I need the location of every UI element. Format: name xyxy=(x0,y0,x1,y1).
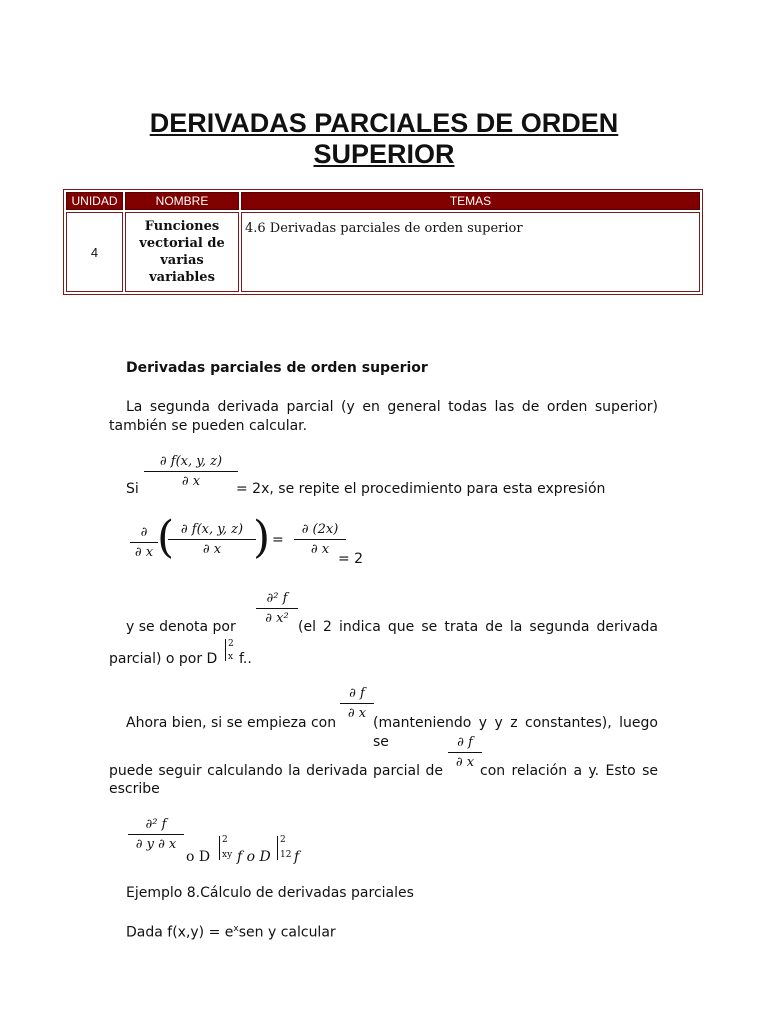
puede-text-a: puede seguir calculando la derivada parcial de xyxy=(109,763,443,779)
unit-table xyxy=(63,189,703,295)
denote-text-c: parcial) o por D xyxy=(109,651,218,667)
ahora-text-b: (manteniendo y y z constantes), luego se xyxy=(373,715,658,750)
si-fraction xyxy=(144,454,238,489)
denote-sub-top: 2 xyxy=(228,639,234,649)
mixed-sub2-bottom: 12 xyxy=(280,850,292,860)
puede-denominator: ∂ x xyxy=(455,755,475,770)
mixed-eval-bar-1 xyxy=(219,836,220,860)
nombre-line-3: varias xyxy=(160,253,204,268)
eq2-rhs-denominator: ∂ x xyxy=(310,542,330,557)
mixed-fraction xyxy=(128,817,184,852)
puede-numerator: ∂ f xyxy=(448,735,482,753)
mixed-sub1-top: 2 xyxy=(222,835,228,845)
ahora-fraction xyxy=(340,686,374,721)
mixed-f2: f xyxy=(294,849,300,865)
header-nombre: NOMBRE xyxy=(125,192,239,210)
denote-text-a: y se denota por xyxy=(126,619,236,635)
table-row xyxy=(66,212,700,292)
mixed-eval-bar-2 xyxy=(277,836,278,860)
nombre-line-4: variables xyxy=(149,270,215,285)
puede-text-b: con relación a y. Esto se xyxy=(480,763,658,779)
mixed-numerator: ∂² f xyxy=(128,817,184,835)
section-heading: Derivadas parciales de orden superior xyxy=(126,360,428,376)
puede-text-c: escribe xyxy=(109,781,160,797)
mixed-sub1-bottom: xy xyxy=(222,850,233,860)
si-fraction-denominator: ∂ x xyxy=(181,474,201,489)
denote-fraction xyxy=(256,591,298,626)
eq2-equals: = xyxy=(272,532,284,548)
mixed-text xyxy=(186,849,210,865)
denote-numerator: ∂² f xyxy=(256,591,298,609)
document-title xyxy=(0,108,768,170)
nombre-line-1: Funciones xyxy=(144,219,220,234)
denote-text-b: (el 2 indica que se trata de la segunda derivada xyxy=(298,619,658,635)
denote-denominator: ∂ x² xyxy=(265,611,289,626)
table-header-row xyxy=(66,192,700,210)
eq2-rhs-numerator: ∂ (2x) xyxy=(294,522,346,540)
dada-line xyxy=(126,920,336,943)
dada-superscript: x xyxy=(233,924,239,934)
cell-temas: 4.6 Derivadas parciales de orden superior xyxy=(241,212,700,292)
nombre-line-2: vectorial de xyxy=(139,236,225,251)
denote-text-d: f.. xyxy=(239,651,252,667)
ahora-numerator: ∂ f xyxy=(340,686,374,704)
eq2-outer-numerator: ∂ xyxy=(130,525,158,543)
header-unidad: UNIDAD xyxy=(66,192,123,210)
dada-text-b: sen y calcular xyxy=(238,924,336,941)
ejemplo-text: Ejemplo 8.Cálculo de derivadas parciales xyxy=(126,885,414,901)
eq2-inner-denominator: ∂ x xyxy=(202,542,222,557)
intro-paragraph: La segunda derivada parcial (y en general todas las de orden superior) también se pueden calcular. xyxy=(109,399,658,434)
ahora-denominator: ∂ x xyxy=(347,706,367,721)
mixed-denominator: ∂ y ∂ x xyxy=(135,837,177,852)
eq2-right-paren: ) xyxy=(253,512,271,563)
si-text: = 2x, se repite el procedimiento para esta expresión xyxy=(236,481,606,497)
eq2-result: = 2 xyxy=(338,551,364,567)
si-fraction-numerator: ∂ f(x, y, z) xyxy=(144,454,238,472)
eq2-inner-numerator: ∂ f(x, y, z) xyxy=(168,522,256,540)
eq2-outer-fraction xyxy=(130,525,158,560)
title-line-2: SUPERIOR xyxy=(313,139,455,169)
cell-unidad: 4 xyxy=(66,212,123,292)
denote-sub-bottom: x xyxy=(228,652,234,662)
ahora-text-a: Ahora bien, si se empieza con xyxy=(126,715,337,731)
eq2-inner-fraction xyxy=(168,522,256,557)
eq2-outer-denominator: ∂ x xyxy=(134,545,154,560)
mixed-f1: f o D xyxy=(237,849,271,865)
dada-text-a: Dada f(x,y) = e xyxy=(126,924,234,941)
puede-fraction xyxy=(448,735,482,770)
mixed-sub2-top: 2 xyxy=(280,835,286,845)
header-temas: TEMAS xyxy=(241,192,700,210)
title-line-1: DERIVADAS PARCIALES DE ORDEN xyxy=(149,108,619,138)
denote-eval-bar xyxy=(225,639,226,661)
mixed-text-value: o D xyxy=(186,849,211,865)
si-label: Si xyxy=(126,481,139,497)
cell-nombre xyxy=(125,212,239,292)
eq2-left-paren: ( xyxy=(157,512,175,563)
